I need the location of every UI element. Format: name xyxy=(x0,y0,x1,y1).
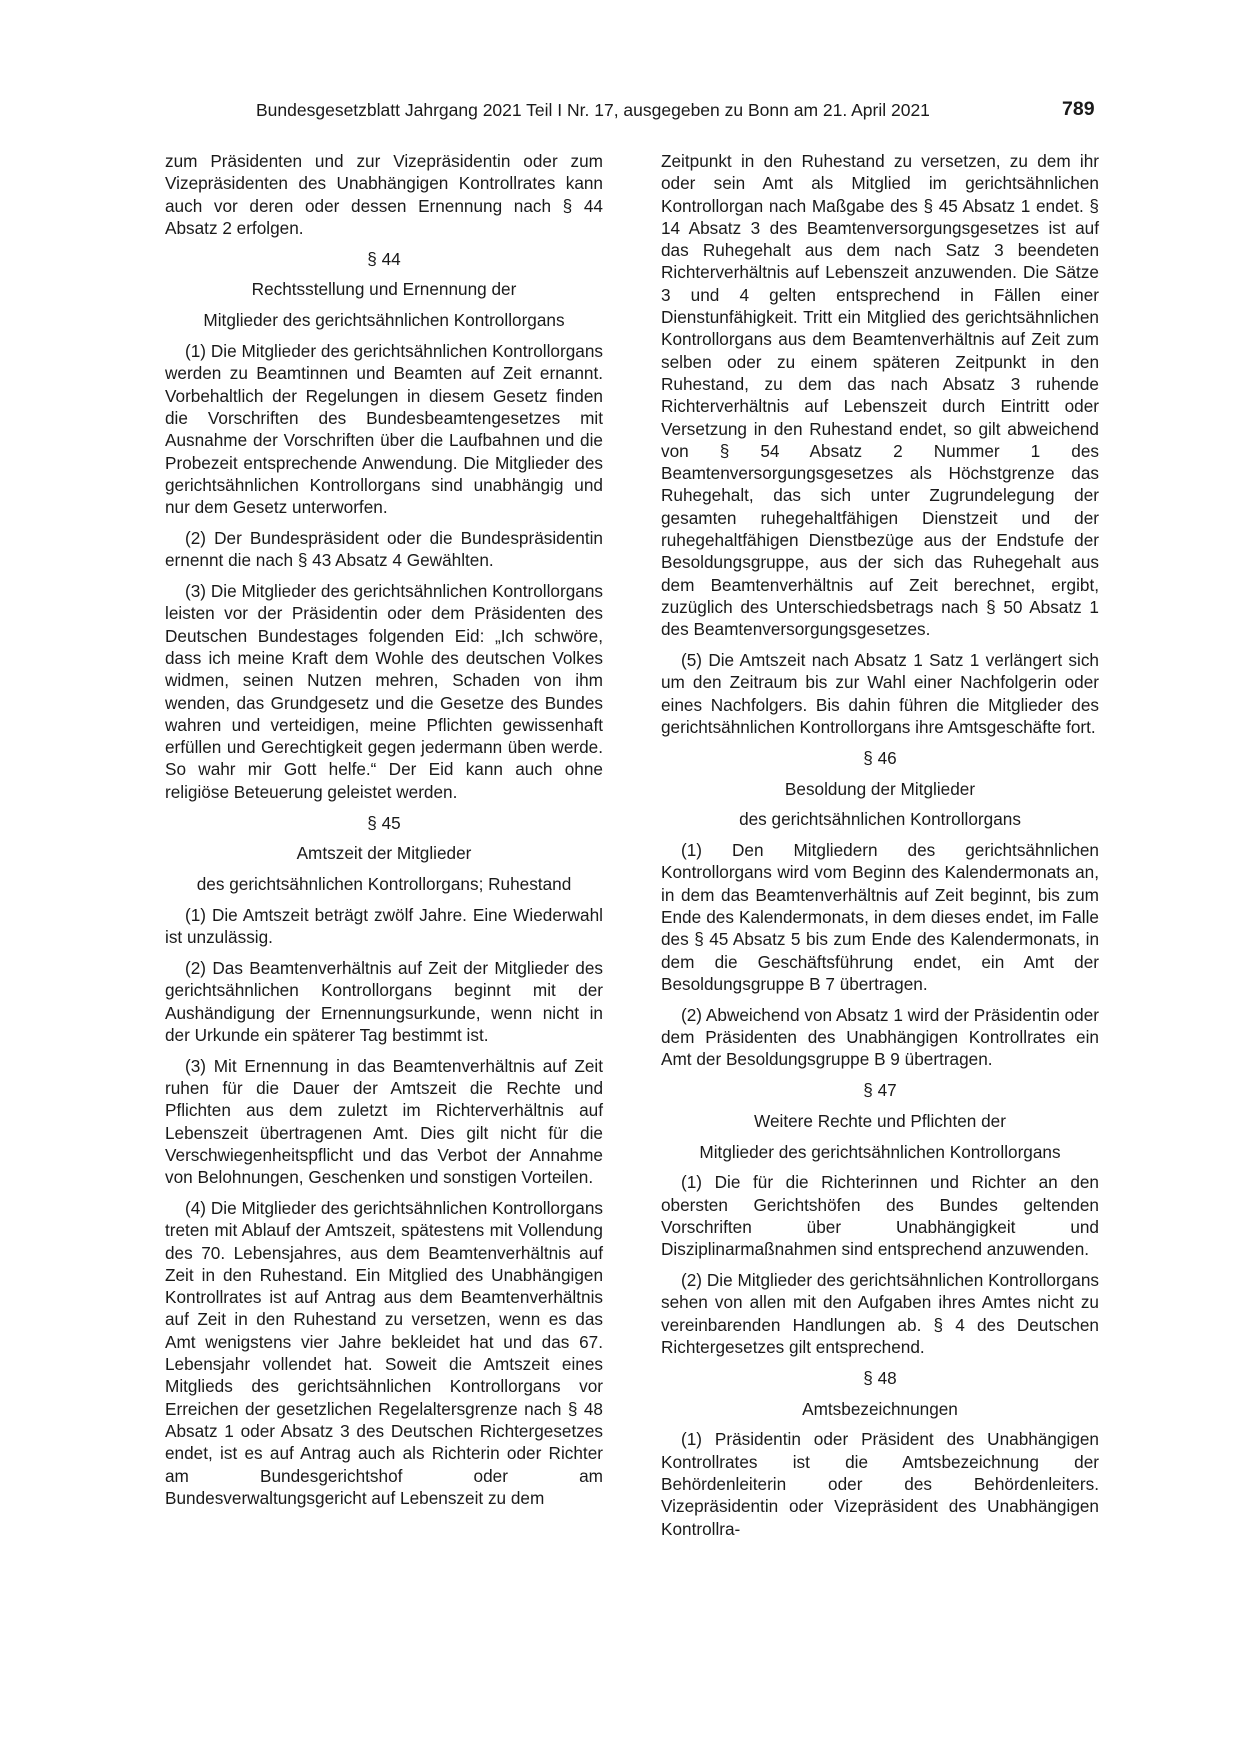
right-column xyxy=(661,150,1099,1548)
section-47-paragraph-1: (1) Die für die Richterinnen und Richter an den obersten Gerichtshöfen des Bundes geltenden Vorschriften über Unabhängigkeit und Disziplinarmaßnahmen sind entsprechend anzuwenden. xyxy=(661,1172,1099,1260)
page-header xyxy=(0,100,1241,124)
section-45-paragraph-3: (3) Mit Ernennung in das Beamtenverhältnis auf Zeit ruhen für die Dauer der Amtszeit die Rechte und Pflichten aus dem zuletzt im Richterverhältnis auf Lebenszeit übertragenen Amt. Dies gilt nicht für die Verschwiegenheitspflicht und das Verbot der Annahme von Belohnungen, Geschenken und sonstigen Vorteilen. xyxy=(165,1055,603,1188)
section-45-paragraph-5: (5) Die Amtszeit nach Absatz 1 Satz 1 verlängert sich um den Zeitraum bis zur Wahl einer Nachfolgerin oder eines Nachfolgers. Bis dahin führen die Mitglieder des gerichtsähnlichen Kontrollorgans ihre Amtsgeschäfte fort. xyxy=(661,650,1099,737)
section-44-title-line2: Mitglieder des gerichtsähnlichen Kontrollorgans xyxy=(203,310,565,331)
section-44-paragraph-2: (2) Der Bundespräsident oder die Bundespräsidentin ernennt die nach § 43 Absatz 4 Gewählten. xyxy=(165,527,603,571)
section-45-paragraph-1: (1) Die Amtszeit beträgt zwölf Jahre. Eine Wiederwahl ist unzulässig. xyxy=(165,904,603,948)
section-45-title-line2: des gerichtsähnlichen Kontrollorgans; Ruhestand xyxy=(196,874,572,895)
section-47-title-line1: Weitere Rechte und Pflichten der xyxy=(754,1110,1006,1131)
section-46-title-line1: Besoldung der Mitglieder xyxy=(784,778,976,799)
section-47-paragraph-2: (2) Die Mitglieder des gerichtsähnlichen Kontrollorgans sehen von allen mit den Aufgaben ihres Amtes nicht zu vereinbarenden Handlungen ab. § 4 des Deutschen Richtergesetzes gilt entsprechend. xyxy=(661,1270,1099,1358)
section-45-paragraph-4: (4) Die Mitglieder des gerichtsähnlichen Kontrollorgans treten mit Ablauf der Amtszeit, spätestens mit Vollendung des 70. Lebensjahres, aus dem Beamtenverhältnis auf Zeit in den Ruhestand. Ein Mitglied des Unabhängigen Kontrollrates ist auf Antrag aus dem Beamtenverhältnis auf Zeit in den Ruhestand zu versetzen, wenn es das Amt wenigstens vier Jahre bekleidet hat und das 67. Lebensjahr vollendet hat. Soweit die Amtszeit eines Mitglieds des gerichtsähnlichen Kontrollorgans vor Erreichen der gesetzlichen Regelaltersgrenze nach § 48 Absatz 1 oder Absatz 3 des Deutschen Richtergesetzes endet, ist es auf Antrag auch als Richterin oder Richter am Bundesgerichtshof oder am Bundesverwaltungsgericht auf Lebenszeit zu dem xyxy=(165,1197,603,1508)
section-46-number: § 46 xyxy=(863,747,897,768)
section-48-paragraph-1: (1) Präsidentin oder Präsident des Unabhängigen Kontrollrates ist die Amtsbezeichnung der Behördenleiterin oder des Behördenleiters. Vizepräsidentin oder Vizepräsident des Unabhängigen Kontrollra- xyxy=(661,1429,1099,1539)
section-45-paragraph-4-continued: Zeitpunkt in den Ruhestand zu versetzen, zu dem ihr oder sein Amt als Mitglied im gerichtsähnlichen Kontrollorgan nach Maßgabe des § 45 Absatz 1 endet. § 14 Absatz 3 des Beamtenversorgungsgesetzes ist auf das Ruhegehalt aus dem nach Satz 3 beendeten Richterverhältnis auf Lebenszeit anzuwenden. Die Sätze 3 und 4 gelten entsprechend in Fällen einer Dienstunfähigkeit. Tritt ein Mitglied des gerichtsähnlichen Kontrollorgans aus dem Beamtenverhältnis auf Zeit zum selben oder zu einem späteren Zeitpunkt in den Ruhestand, zu dem das nach Absatz 3 ruhende Richterverhältnis auf Lebenszeit durch Eintritt oder Versetzung in den Ruhestand endet, so gilt abweichend von § 54 Absatz 2 Nummer 1 des Beamtenversorgungsgesetzes als Höchstgrenze das Ruhegehalt, das sich unter Zugrundelegung der gesamten ruhegehaltfähigen Dienstzeit und der ruhegehaltfähigen Dienstbezüge aus der Endstufe der Besoldungsgruppe, aus der sich das Ruhegehalt aus dem Beamtenverhältnis auf Zeit berechnet, ergibt, zuzüglich des Unterschiedsbetrags nach § 50 Absatz 1 des Beamtenversorgungsgesetzes. xyxy=(661,151,1099,640)
section-46-paragraph-2: (2) Abweichend von Absatz 1 wird der Präsidentin oder dem Präsidenten des Unabhängigen Kontrollrates ein Amt der Besoldungsgruppe B 9 übertragen. xyxy=(661,1004,1099,1070)
section-47-number: § 47 xyxy=(863,1080,897,1101)
section-46-title-line2: des gerichtsähnlichen Kontrollorgans xyxy=(739,809,1021,830)
section-44-title-line1: Rechtsstellung und Ernennung der xyxy=(251,279,517,300)
page-number: 789 xyxy=(1062,98,1095,120)
section-44-number: § 44 xyxy=(367,248,401,269)
left-column xyxy=(165,150,603,1518)
continued-paragraph: zum Präsidenten und zur Vizepräsidentin oder zum Vizepräsidenten des Unabhängigen Kontrollrates kann auch vor deren oder dessen Ernennung nach § 44 Absatz 2 erfolgen. xyxy=(165,151,603,238)
section-45-title-line1: Amtszeit der Mitglieder xyxy=(296,843,472,864)
section-47-title-line2: Mitglieder des gerichtsähnlichen Kontrollorgans xyxy=(699,1141,1061,1162)
running-header: Bundesgesetzblatt Jahrgang 2021 Teil I Nr. 17, ausgegeben zu Bonn am 21. April 2021 xyxy=(256,100,930,120)
section-45-number: § 45 xyxy=(367,812,401,833)
section-48-number: § 48 xyxy=(863,1367,897,1388)
section-46-paragraph-1: (1) Den Mitgliedern des gerichtsähnlichen Kontrollorgans wird vom Beginn des Kalendermonats an, in dem das Beamtenverhältnis auf Zeit beginnt, bis zum Ende des Kalendermonats, in dem dieses endet, im Falle des § 45 Absatz 5 bis zum Ende des Kalendermonats, in dem die Geschäftsführung endet, ein Amt der Besoldungsgruppe B 7 übertragen. xyxy=(661,840,1099,994)
section-45-paragraph-2: (2) Das Beamtenverhältnis auf Zeit der Mitglieder des gerichtsähnlichen Kontrollorgans beginnt mit der Aushändigung der Ernennungsurkunde, wenn nicht in der Urkunde ein späterer Tag bestimmt ist. xyxy=(165,958,603,1045)
section-48-title: Amtsbezeichnungen xyxy=(802,1398,958,1419)
section-44-paragraph-1: (1) Die Mitglieder des gerichtsähnlichen Kontrollorgans werden zu Beamtinnen und Beamten auf Zeit ernannt. Vorbehaltlich der Regelungen in diesem Gesetz finden die Vorschriften des Bundesbeamtengesetzes mit Ausnahme der Vorschriften über die Laufbahnen und die Probezeit entsprechende Anwendung. Die Mitglieder des gerichtsähnlichen Kontrollorgans sind unabhängig und nur dem Gesetz unterworfen. xyxy=(165,341,603,518)
section-44-paragraph-3: (3) Die Mitglieder des gerichtsähnlichen Kontrollorgans leisten vor der Präsidentin oder dem Präsidenten des Deutschen Bundestages folgenden Eid: „Ich schwöre, dass ich meine Kraft dem Wohle des deutschen Volkes widmen, seinen Nutzen mehren, Schaden von ihm wenden, das Grundgesetz und die Gesetze des Bundes wahren und verteidigen, meine Pflichten gewissenhaft erfüllen und Gerechtigkeit gegen jedermann üben werde. So wahr mir Gott helfe.“ Der Eid kann auch ohne religiöse Beteuerung geleistet werden. xyxy=(165,581,603,802)
